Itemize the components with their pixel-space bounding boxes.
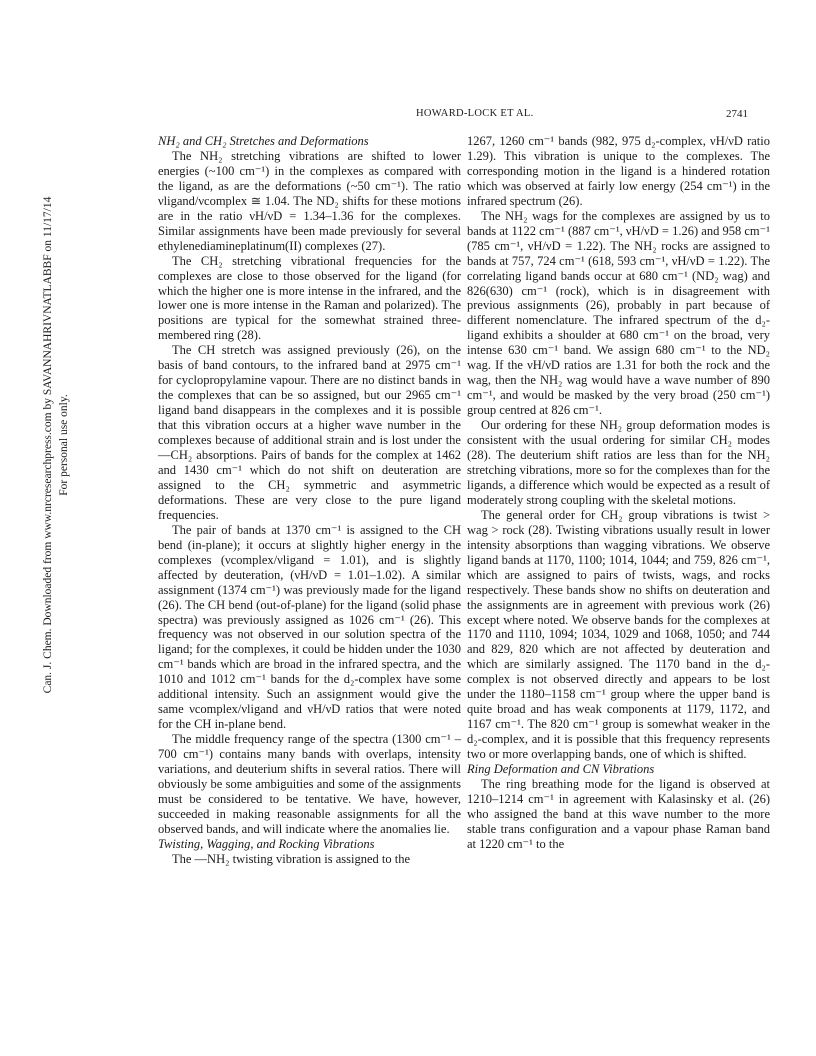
paragraph-continued: 1267, 1260 cm⁻¹ bands (982, 975 d₂-complex, νH/νD ratio 1.29). This vibration is unique to the complexes. The corresponding motion in the ligand is a hindered rotation which was observed at fairly low energy (254 cm⁻¹) in the infrared spectrum (26). [467,134,770,208]
right-column [467,134,770,852]
running-head: HOWARD-LOCK ET AL. [416,108,534,119]
paragraph: The NH₂ wags for the complexes are assigned by us to bands at 1122 cm⁻¹ (887 cm⁻¹, νH/νD = 1.26) and 958 cm⁻¹ (785 cm⁻¹, νH/νD = 1.22). The NH₂ rocks are assigned to bands at 757, 724 cm⁻¹ (618, 593 cm⁻¹, νH/νD = 1.22). The correlating ligand bands occur at 680 cm⁻¹ (ND₂ wag) and 826(630) cm⁻¹ (rock), which is in disagreement with previous assignments (26), probably in part because of different nomenclature. The infrared spectrum of the d₂-ligand exhibits a shoulder at 680 cm⁻¹ on the broad, very intense 630 cm⁻¹ band. We assign 680 cm⁻¹ to the ND₂ wag. If the νH/νD ratios are 1.31 for both the rock and the wag, then the NH₂ wag would have a wave number of 890 cm⁻¹, and would be masked by the very broad (250 cm⁻¹) group centred at 826 cm⁻¹. [467,208,770,418]
section-heading: Twisting, Wagging, and Rocking Vibrations [158,836,375,851]
section-heading: Ring Deformation and CN Vibrations [467,762,655,777]
download-watermark [40,135,80,755]
page-header [0,108,816,124]
paragraph: The general order for CH₂ group vibrations is twist > wag > rock (28). Twisting vibrations usually result in lower intensity absorptions than wagging vibrations. We observe ligand bands at 1170, 1100; 1014, 1044; and 759, 826 cm⁻¹, which are assigned to pairs of twists, wags, and rocks respectively. These bands show no shifts on deuteration and the assignments are in agreement with previous work (26) except where noted. We observe bands for the complexes at 1170 and 1110, 1094; 1034, 1029 and 1068, 1050; and 744 and 829, 820 which are not affected by deuteration and which are similarly assigned. The 1170 band in the d₂-complex is not observed directly and appears to be lost under the 1180–1158 cm⁻¹ group where the upper band is quite broad and has weak components at 1179, 1172, and 1167 cm⁻¹. The 820 cm⁻¹ group is somewhat weaker in the d₂-complex, and it is possible that this frequency represents two or more overlapping bands, one of which is shifted. [467,507,770,762]
watermark-line-1: Can. J. Chem. Downloaded from www.nrcresearchpress.com by SAVANNAHRIVNATLABBF on 11/17/14 [42,196,54,694]
left-column [158,134,461,867]
paragraph: The —NH₂ twisting vibration is assigned to the [172,851,411,866]
page-number: 2741 [726,108,748,120]
paragraph: The pair of bands at 1370 cm⁻¹ is assigned to the CH bend (in-plane); it occurs at slightly higher energy in the complexes (νcomplex/νligand = 1.01), and is slightly affected by deuteration, (νH/νD = 1.01–1.02). A similar assignment (1374 cm⁻¹) was previously made for the ligand (26). The CH bend (out-of-plane) for the ligand (solid phase spectra) was previously assigned as 1026 cm⁻¹ (26). This frequency was not observed in our solution spectra of the ligand; for the complexes, it could be hidden under the 1030 cm⁻¹ bands which are broad in the infrared spectra, and the 1010 and 1012 cm⁻¹ bands for the d₂-complex have some additional intensity. Such an assignment would give the same νcomplex/νligand and νH/νD ratios that were noted for the CH in-plane bend. [158,522,461,732]
section-heading: NH₂ and CH₂ Stretches and Deformations [158,134,369,148]
paragraph: Our ordering for these NH₂ group deformation modes is consistent with the usual ordering for similar CH₂ modes (28). The deuterium shift ratios are less than for the NH₂ stretching vibrations, more so for the complexes than for the ligands, a difference which would be expected as a result of moderately strong coupling with the skeletal motions. [467,418,770,507]
paragraph: The ring breathing mode for the ligand is observed at 1210–1214 cm⁻¹ in agreement with Kalasinsky et al. (26) who assigned the band at this wave number to the more stable trans configuration and a vapour phase Raman band at 1220 cm⁻¹ to the [467,776,770,851]
paragraph: The NH₂ stretching vibrations are shifted to lower energies (~100 cm⁻¹) in the complexes as compared with the ligand, as are the deformations (~50 cm⁻¹). The ratio νligand/νcomplex ≅ 1.04. The ND₂ shifts for these motions are in the ratio νH/νD = 1.34–1.36 for the complexes. Similar assignments have been made previously for several ethylenediamineplatinum(II) complexes (27). [158,148,461,253]
paragraph: The CH stretch was assigned previously (26), on the basis of band contours, to the infrared band at 2975 cm⁻¹ for cyclopropylamine vapour. There are no distinct bands in the complexes that can be so assigned, but our 2965 cm⁻¹ ligand band disappears in the complexes and it is possible that this vibration occurs at a higher wave number in the complexes because of additional strain and is lost under the —CH₂ absorptions. Pairs of bands for the complex at 1462 and 1430 cm⁻¹ which do not shift on deuteration are assigned to the CH₂ symmetric and asymmetric deformations. These are very close to the pure ligand frequencies. [158,343,461,522]
watermark-line-2: For personal use only. [58,394,70,496]
paragraph: The CH₂ stretching vibrational frequencies for the complexes are close to those observed for the ligand (for which the higher one is more intense in the infrared, and the lower one is more intense in the Raman and polarized). The positions are typical for the somewhat strained three-membered ring (28). [158,253,461,343]
paragraph: The middle frequency range of the spectra (1300 cm⁻¹ – 700 cm⁻¹) contains many bands with overlaps, intensity variations, and deuterium shifts in several ratios. There will obviously be some ambiguities and some of the assignments must be considered to be tentative. We have, however, succeeded in making reasonable assignments for all the observed bands, and will indicate where the anomalies lie. [158,732,461,836]
